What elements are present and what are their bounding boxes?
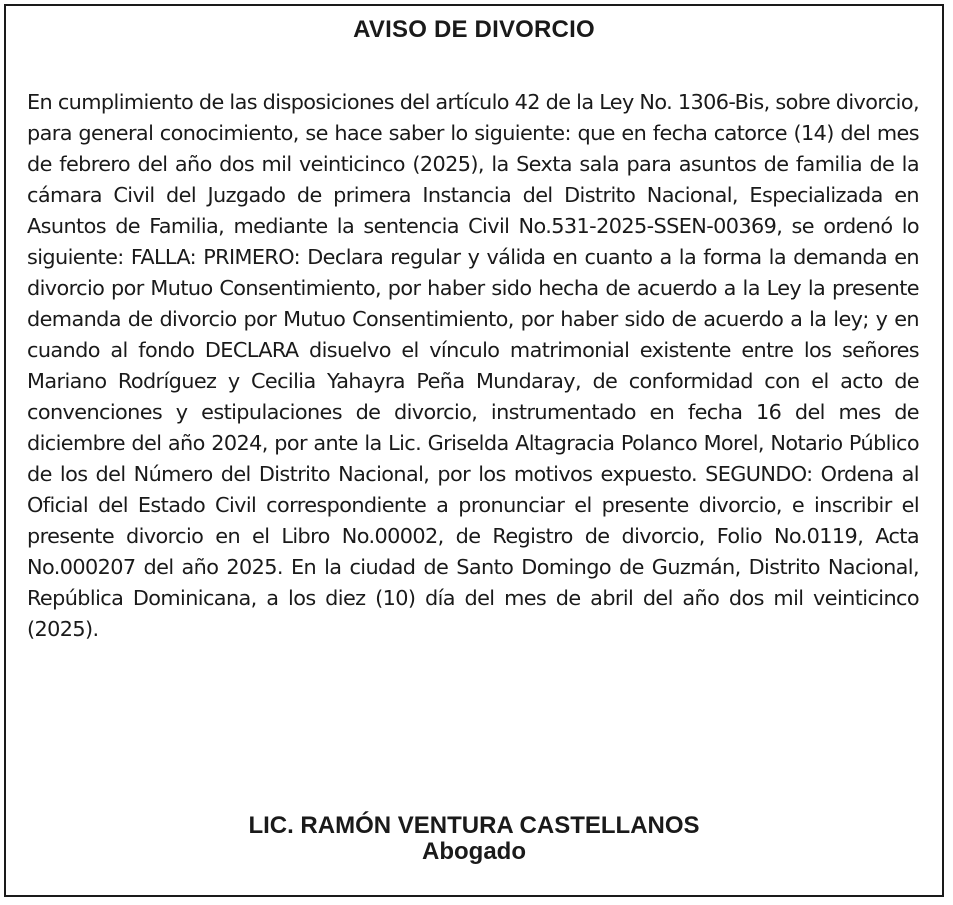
notice-title: AVISO DE DIVORCIO xyxy=(353,16,595,43)
notice-body: En cumplimiento de las disposiciones del artículo 42 de la Ley No. 1306-Bis, sobre divorcio, para general conocimiento, se hace saber lo siguiente: que en fecha catorce (14) del mes de febrero del año dos mil veinticinco (2025), la Sexta sala para asuntos de familia de la cámara Civil del Juzgado de primera Instancia del Distrito Nacional, Especializada en Asuntos de Familia, mediante la sentencia Civil No.531-2025-SSEN-00369, se ordenó lo siguiente: FALLA: PRIMERO: Declara regular y válida en cuanto a la forma la demanda en divorcio por Mutuo Consentimiento, por haber sido hecha de acuerdo a la Ley la presente demanda de divorcio por Mutuo Consentimiento, por haber sido de acuerdo a la ley; y en cuando al fondo DECLARA disuelvo el vínculo matrimonial existente entre los señores Mariano Rodríguez y Cecilia Yahayra Peña Mundaray, de conformidad con el acto de convenciones y estipulaciones de divorcio, instrumentado en fecha 16 del mes de diciembre del año 2024, por ante la Lic. Griselda Altagracia Polanco Morel, Notario Público de los del Número del Distrito Nacional, por los motivos expuesto. SEGUNDO: Ordena al Oficial del Estado Civil correspondiente a pronunciar el presente divorcio, e inscribir el presente divorcio en el Libro No.00002, de Registro de divorcio, Folio No.0119, Acta No.000207 del año 2025. En la ciudad de Santo Domingo de Guzmán, Distrito Nacional, República Dominicana, a los diez (10) día del mes de abril del año dos mil veinticinco (2025). xyxy=(27,90,919,641)
divorce-notice xyxy=(4,4,944,897)
signature-name: LIC. RAMÓN VENTURA CASTELLANOS xyxy=(248,812,700,839)
signature-role: Abogado xyxy=(422,838,526,865)
signature-block xyxy=(6,813,942,865)
